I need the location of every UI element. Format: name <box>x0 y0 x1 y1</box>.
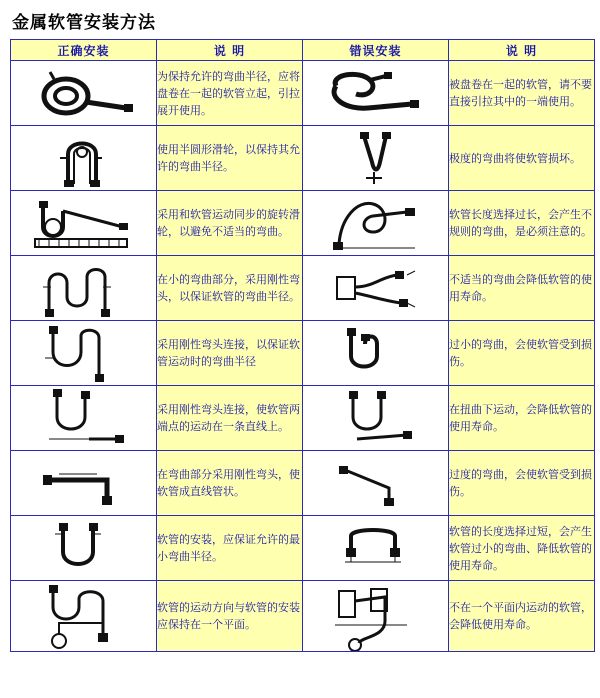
row-wrong-desc: 软管的长度选择过短，会产生软管过小的弯曲、降低软管的使用寿命。 <box>449 516 595 581</box>
irregular-loop-hose-icon <box>303 191 449 256</box>
two-point-straight-line-icon <box>11 386 157 451</box>
table-body <box>11 61 595 652</box>
row-wrong-desc: 过度的弯曲，会使软管受到损伤。 <box>449 451 595 516</box>
row-wrong-desc: 极度的弯曲将使软管损坏。 <box>449 126 595 191</box>
table-row <box>11 321 595 386</box>
row-wrong-desc: 不在一个平面内运动的软管，会降低使用寿命。 <box>449 581 595 652</box>
rigid-elbow-connection-icon <box>11 321 157 386</box>
synchronized-pulley-icon <box>11 191 157 256</box>
row-correct-desc: 采用刚性弯头连接，以保证软管运动时的弯曲半径 <box>157 321 303 386</box>
table-row <box>11 191 595 256</box>
row-correct-desc: 采用和软管运动同步的旋转滑轮，以避免不适当的弯曲。 <box>157 191 303 256</box>
row-correct-desc: 在弯曲部分采用刚性弯头，使软管成直线管状。 <box>157 451 303 516</box>
installation-methods-table <box>10 39 595 652</box>
row-wrong-desc: 被盘卷在一起的软管，请不要直接引拉其中的一端使用。 <box>449 61 595 126</box>
header-correct-pic: 正确安装 <box>11 40 157 61</box>
row-correct-desc: 使用半圆形滑轮，以保持其允许的弯曲半径。 <box>157 126 303 191</box>
header-wrong-pic: 错误安装 <box>303 40 449 61</box>
row-correct-desc: 软管的运动方向与软管的安装应保持在一个平面。 <box>157 581 303 652</box>
table-header <box>11 40 595 61</box>
table-row <box>11 386 595 451</box>
table-row <box>11 581 595 652</box>
out-of-plane-motion-icon <box>303 581 449 652</box>
row-wrong-desc: 在扭曲下运动，会降低软管的使用寿命。 <box>449 386 595 451</box>
table-row <box>11 516 595 581</box>
row-correct-desc: 为保持允许的弯曲半径，应将盘卷在一起的软管立起，引拉展开使用。 <box>157 61 303 126</box>
header-correct-desc: 说 明 <box>157 40 303 61</box>
sharp-bend-hose-icon <box>303 126 449 191</box>
too-long-hose-icon <box>303 516 449 581</box>
twisted-bend-icon <box>303 386 449 451</box>
half-round-pulley-icon <box>11 126 157 191</box>
table-row <box>11 61 595 126</box>
coiled-hose-standing-icon <box>11 61 157 126</box>
straight-pipe-elbow-icon <box>11 451 157 516</box>
row-correct-desc: 采用刚性弯头连接，使软管两端点的运动在一条直线上。 <box>157 386 303 451</box>
rigid-elbow-small-bend-icon <box>11 256 157 321</box>
row-correct-desc: 在小的弯曲部分，采用刚性弯头，以保证软管的弯曲半径。 <box>157 256 303 321</box>
row-wrong-desc: 软管长度选择过长，会产生不规则的弯曲，是必须注意的。 <box>449 191 595 256</box>
row-wrong-desc: 过小的弯曲，会使软管受到损伤。 <box>449 321 595 386</box>
same-plane-motion-icon <box>11 581 157 652</box>
header-wrong-desc: 说 明 <box>449 40 595 61</box>
improper-bend-block-icon <box>303 256 449 321</box>
excessive-bend-icon <box>303 451 449 516</box>
table-row <box>11 126 595 191</box>
min-bend-radius-u-icon <box>11 516 157 581</box>
coiled-hose-pulled-icon <box>303 61 449 126</box>
row-correct-desc: 软管的安装，应保证允许的最小弯曲半径。 <box>157 516 303 581</box>
row-wrong-desc: 不适当的弯曲会降低软管的使用寿命。 <box>449 256 595 321</box>
table-row <box>11 451 595 516</box>
table-row <box>11 256 595 321</box>
table-header-row <box>11 40 595 61</box>
too-small-bend-icon <box>303 321 449 386</box>
page-title: 金属软管安装方法 <box>12 13 156 33</box>
